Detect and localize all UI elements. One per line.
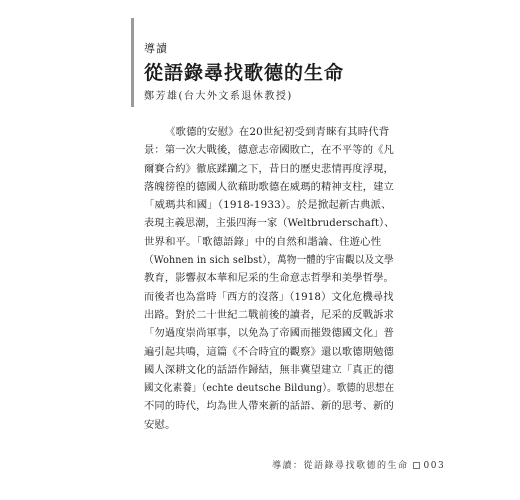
body-line: 落魄徬徨的德國人欲藉助歌德在威瑪的精神支柱，建立 <box>144 180 394 193</box>
body-line: 「威瑪共和國」（1918-1933）。於是掀起新古典派、 <box>144 199 392 212</box>
body-line: 遍引起共鳴，這篇《不合時宜的觀察》還以歌德期勉德 <box>144 345 394 358</box>
body-line: 爾賽合約》徹底蹂躪之下，昔日的歷史悲情再度浮現， <box>144 162 394 175</box>
body-text <box>144 123 394 434</box>
body-line: 教育，影響叔本華和尼采的生命意志哲學和美學哲學。 <box>144 272 394 285</box>
body-line: 景：第一次大戰後，德意志帝國敗亡，在不平等的《凡 <box>144 144 394 157</box>
body-line: 出路。對於二十世紀二戰前後的讀者，尼采的反戰訴求 <box>144 308 394 321</box>
section-label: 導讀 <box>144 42 168 55</box>
body-line: 世界和平。「歌德語錄」中的自然和諧論、住遊心性 <box>144 235 382 248</box>
body-line: （Wohnen in sich selbst），萬物一體的宇宙觀以及文學 <box>144 254 394 267</box>
body-line: 而後者也為當時「西方的沒落」（1918）文化危機尋找 <box>144 290 394 303</box>
page-number: 003 <box>423 461 446 471</box>
running-title: 導讀：從語錄尋找歌德的生命 <box>272 461 409 471</box>
author-line: 鄭芳雄(台大外文系退休教授) <box>144 91 293 102</box>
chapter-title: 從語錄尋找歌德的生命 <box>144 62 345 84</box>
page-footer <box>272 458 445 471</box>
body-line: 國人深耕文化的話語作歸結，無非冀望建立「真正的德 <box>144 363 394 376</box>
body-line: 不同的時代，均為世人帶來新的話語、新的思考、新的 <box>144 400 394 413</box>
body-line: 《歌德的安慰》在20世紀初受到青睞有其時代背 <box>165 126 390 138</box>
square-separator-icon <box>413 462 420 469</box>
body-line: 表現主義思潮，主張四海一家（Weltbruderschaft）、 <box>144 217 395 230</box>
body-line: 安慰。 <box>144 418 176 431</box>
body-line: 國文化素養」（echte deutsche Bildung）。歌德的思想在 <box>144 382 395 395</box>
body-line: 「勿過度崇尚軍事，以免為了帝國而摧毀德國文化」普 <box>144 327 394 340</box>
header-vertical-rule <box>131 18 134 107</box>
